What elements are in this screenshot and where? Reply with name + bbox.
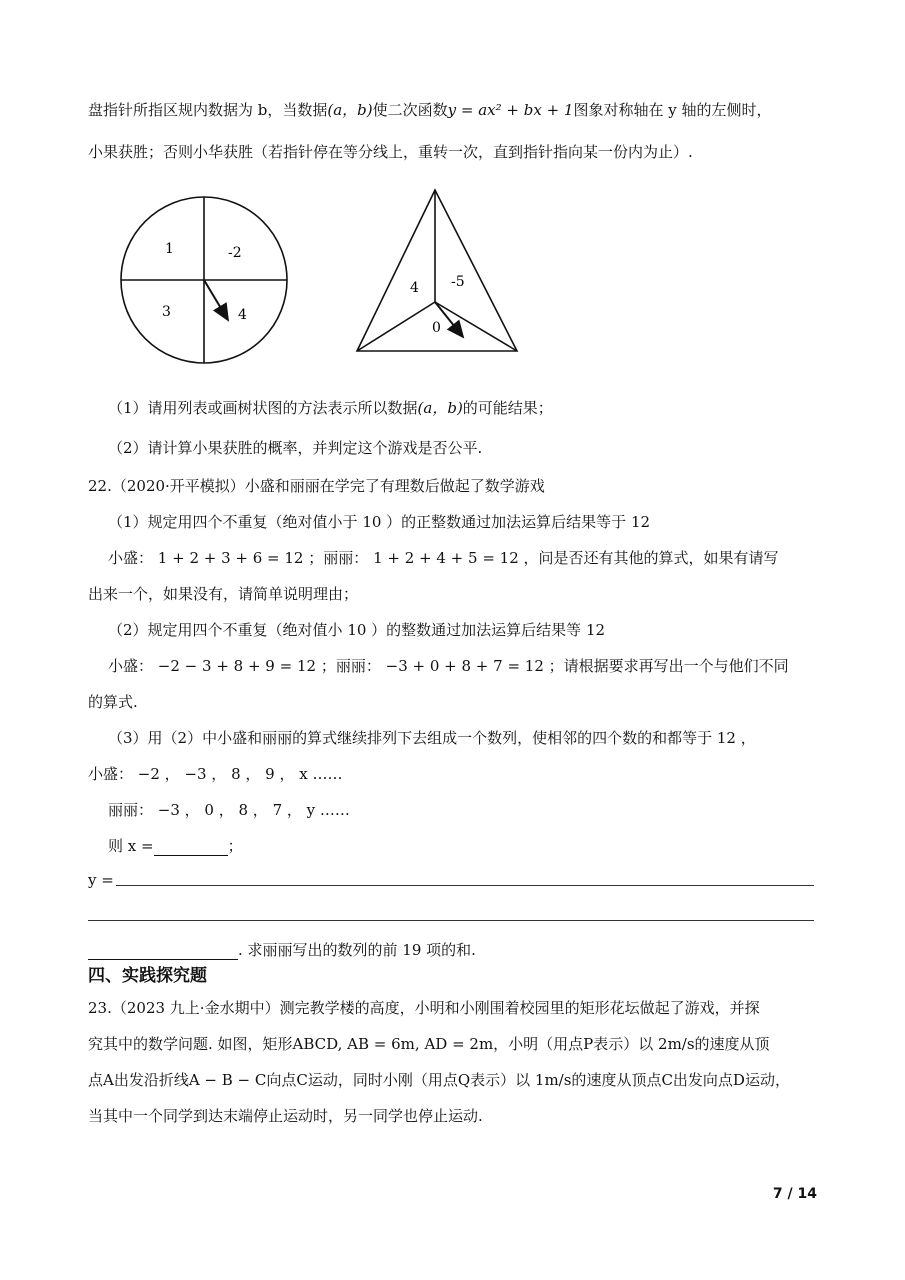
q21-sub2: （2）请计算小果获胜的概率，并判定这个游戏是否公平. [108, 439, 483, 457]
q22-sub1-line1: 小盛： 1 + 2 + 3 + 6 = 12 ；丽丽： 1 + 2 + 4 + 5 = 12 ，问是否还有其他的算式，如果有请写 [108, 549, 779, 567]
q22-y-label: y = [88, 871, 114, 889]
y-answer-line-1[interactable] [116, 885, 814, 886]
section-heading: 四、实践探究题 [88, 966, 207, 986]
intro-text-a: 盘指针所指区规内数据为 b，当数据 [88, 101, 328, 119]
intro-ab: (a，b) [327, 101, 373, 119]
triangle-label-neg5: -5 [451, 274, 465, 290]
q23-line-4: 当其中一个同学到达末端停止运动时，另一同学也停止运动. [88, 1107, 483, 1125]
circle-pointer-arrow [204, 280, 228, 320]
q22-sub1-line2: 出来一个，如果没有，请简单说明理由； [88, 585, 359, 603]
q22-seq-lili: 丽丽： −3 ， 0 ， 8 ， 7 ， y …… [108, 801, 350, 819]
q22-tail: . 求丽丽写出的数列的前 19 项的和. [88, 940, 476, 960]
x-answer-blank[interactable] [154, 839, 228, 856]
q22-heading: 22.（2020·开平模拟）小盛和丽丽在学完了有理数后做起了数学游戏 [88, 477, 545, 495]
q21-sub1: （1）请用列表或画树状图的方法表示所以数据(a，b)的可能结果； [108, 399, 553, 417]
triangle-label-4: 4 [410, 280, 419, 296]
q23-line-1: 23.（2023 九上·金水期中）测完教学楼的高度，小明和小刚围着校园里的矩形花坛做起了游戏，并探 [88, 999, 760, 1017]
q22-sub2-line1: 小盛： −2 − 3 + 8 + 9 = 12 ；丽丽： −3 + 0 + 8 + 7 = 12 ；请根据要求再写出一个与他们不同 [108, 657, 789, 675]
q22-then-x: 则 x = ； [108, 837, 243, 855]
page-number: 7 / 14 [772, 1186, 817, 1202]
q22-sub3: （3）用（2）中小盛和丽丽的算式继续排列下去组成一个数列，使相邻的四个数的和都等于 12 ， [108, 729, 756, 747]
intro-text-b: 使二次函数 [372, 101, 448, 119]
circle-label-4: 4 [238, 307, 247, 323]
quadratic-formula: y = ax² + bx + 1 [447, 101, 574, 119]
q22-sub2-line2: 的算式. [88, 693, 138, 711]
q22-sub2: （2）规定用四个不重复（绝对值小 10 ）的整数通过加法运算后结果等 12 [108, 621, 606, 639]
circle-spinner [121, 197, 287, 363]
circle-label-2: -2 [228, 245, 242, 261]
circle-label-3: 3 [162, 304, 171, 320]
q22-sub1: （1）规定用四个不重复（绝对值小于 10 ）的正整数通过加法运算后结果等于 12 [108, 513, 651, 531]
triangle-label-0: 0 [432, 320, 441, 336]
q23-line-2: 究其中的数学问题. 如图，矩形ABCD, AB = 6m, AD = 2m，小明（用点P表示）以 2m/s的速度从顶 [88, 1035, 770, 1053]
intro-text-c: 图象对称轴在 y 轴的左侧时， [573, 101, 772, 119]
q22-seq-xiaosheng: 小盛： −2 ， −3 ， 8 ， 9 ， x …… [88, 765, 343, 783]
triangle-spinner [357, 190, 517, 351]
q23-line-3: 点A出发沿折线A − B − C向点C运动，同时小刚（用点Q表示）以 1m/s的速度从顶点C出发向点D运动， [88, 1071, 790, 1089]
intro-line-1 [88, 100, 771, 120]
y-answer-line-2[interactable] [88, 920, 814, 921]
circle-label-1: 1 [165, 241, 174, 257]
spinner-figures [0, 180, 905, 380]
intro-line-2: 小果获胜；否则小华获胜（若指针停在等分线上，重转一次，直到指针指向某一份内为止）. [88, 143, 693, 161]
y-answer-blank-tail[interactable] [88, 943, 238, 960]
